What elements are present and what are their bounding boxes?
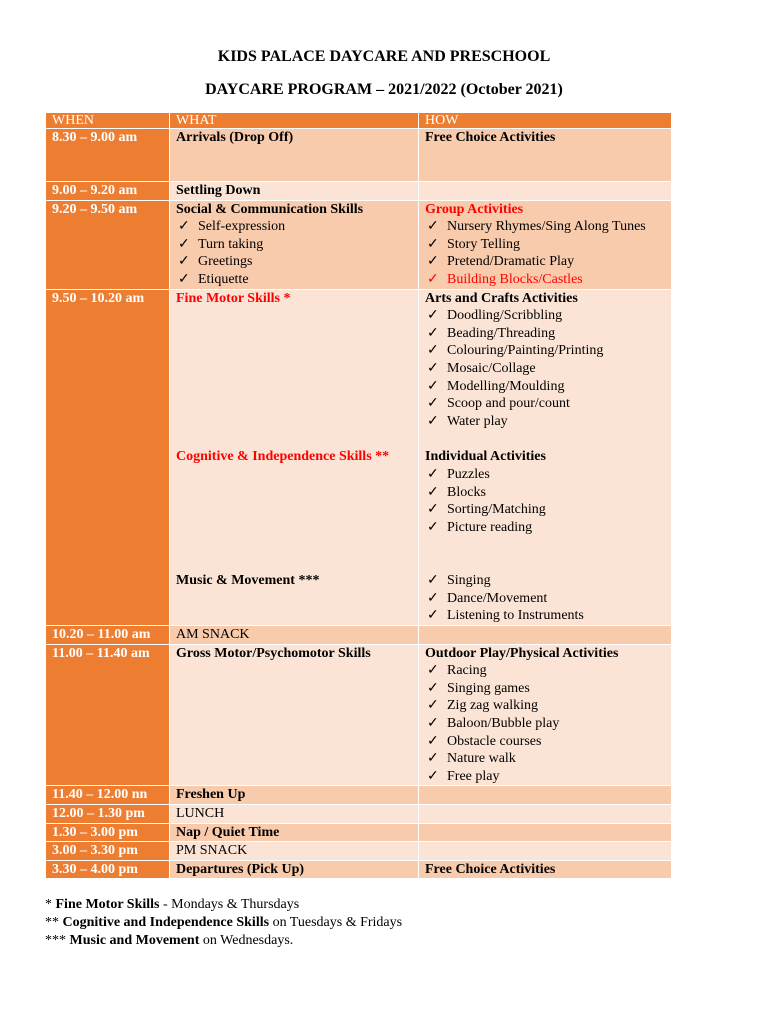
table-row bbox=[46, 842, 672, 861]
activity-heading: Social & Communication Skills bbox=[176, 201, 364, 217]
time-cell: 3.30 – 4.00 pm bbox=[46, 860, 170, 879]
list-item: ✓ Free play bbox=[427, 768, 500, 784]
list-item: ✓ Puzzles bbox=[427, 466, 490, 482]
list-item: ✓ Colouring/Painting/Printing bbox=[427, 343, 604, 359]
time-cell: 8.30 – 9.00 am bbox=[46, 129, 170, 182]
method-cell: Free Choice Activities bbox=[419, 860, 672, 879]
check-icon: ✓ bbox=[427, 466, 439, 482]
check-icon: ✓ bbox=[427, 271, 439, 287]
check-icon: ✓ bbox=[178, 236, 190, 252]
table-header-row bbox=[46, 113, 672, 129]
table-row bbox=[46, 129, 672, 182]
activity-list bbox=[425, 307, 665, 430]
list-item: ✓ Nature walk bbox=[427, 751, 516, 767]
table-row bbox=[46, 860, 672, 879]
method-cell bbox=[419, 200, 672, 289]
check-icon: ✓ bbox=[427, 573, 439, 589]
method-heading: Group Activities bbox=[425, 201, 524, 217]
time-cell: 10.20 – 11.00 am bbox=[46, 626, 170, 645]
list-item: ✓ Modelling/Moulding bbox=[427, 378, 565, 394]
table-row bbox=[46, 289, 672, 626]
check-icon: ✓ bbox=[427, 308, 439, 324]
time-cell: 12.00 – 1.30 pm bbox=[46, 805, 170, 824]
activity-list bbox=[425, 662, 665, 785]
list-item: ✓ Sorting/Matching bbox=[427, 502, 546, 518]
list-item: ✓ Racing bbox=[427, 663, 487, 679]
list-item: ✓ Turn taking bbox=[178, 236, 264, 252]
table-row bbox=[46, 626, 672, 645]
method-cell: Free Choice Activities bbox=[419, 129, 672, 182]
list-item: ✓ Building Blocks/Castles bbox=[427, 271, 583, 287]
schedule-table bbox=[45, 112, 672, 879]
table-row bbox=[46, 786, 672, 805]
activity-cell: AM SNACK bbox=[170, 626, 419, 645]
check-icon: ✓ bbox=[427, 502, 439, 518]
check-icon: ✓ bbox=[427, 413, 439, 429]
method-cell bbox=[419, 842, 672, 861]
list-item: ✓ Baloon/Bubble play bbox=[427, 716, 560, 732]
list-item: ✓ Obstacle courses bbox=[427, 733, 542, 749]
check-icon: ✓ bbox=[427, 254, 439, 270]
list-item: ✓ Singing games bbox=[427, 680, 530, 696]
method-heading: Individual Activities bbox=[425, 449, 546, 465]
footnote: ** Cognitive and Independence Skills on Tuesdays & Fridays bbox=[45, 915, 403, 930]
list-item: ✓ Nursery Rhymes/Sing Along Tunes bbox=[427, 219, 646, 235]
check-icon: ✓ bbox=[427, 378, 439, 394]
check-icon: ✓ bbox=[427, 360, 439, 376]
header-how: HOW bbox=[419, 113, 672, 129]
activity-cell: Departures (Pick Up) bbox=[170, 860, 419, 879]
check-icon: ✓ bbox=[427, 680, 439, 696]
header-what: WHAT bbox=[170, 113, 419, 129]
list-item: ✓ Pretend/Dramatic Play bbox=[427, 254, 575, 270]
method-cell bbox=[419, 644, 672, 786]
list-item: ✓ Picture reading bbox=[427, 519, 533, 535]
method-heading: Outdoor Play/Physical Activities bbox=[425, 645, 619, 661]
activity-cell: Nap / Quiet Time bbox=[170, 823, 419, 842]
list-item: ✓ Beading/Threading bbox=[427, 325, 556, 341]
time-cell: 3.00 – 3.30 pm bbox=[46, 842, 170, 861]
time-cell: 9.20 – 9.50 am bbox=[46, 200, 170, 289]
activity-cell: Gross Motor/Psychomotor Skills bbox=[170, 644, 419, 786]
skill-list bbox=[176, 218, 412, 288]
activity-cell bbox=[170, 200, 419, 289]
activity-list bbox=[425, 218, 665, 288]
activity-list bbox=[425, 572, 665, 625]
check-icon: ✓ bbox=[178, 254, 190, 270]
method-cell bbox=[419, 182, 672, 201]
method-cell bbox=[419, 786, 672, 805]
check-icon: ✓ bbox=[427, 590, 439, 606]
check-icon: ✓ bbox=[427, 608, 439, 624]
check-icon: ✓ bbox=[427, 663, 439, 679]
activity-cell: PM SNACK bbox=[170, 842, 419, 861]
method-cell bbox=[419, 823, 672, 842]
check-icon: ✓ bbox=[427, 733, 439, 749]
table-row bbox=[46, 823, 672, 842]
check-icon: ✓ bbox=[427, 519, 439, 535]
method-cell bbox=[419, 626, 672, 645]
check-icon: ✓ bbox=[178, 271, 190, 287]
check-icon: ✓ bbox=[427, 751, 439, 767]
table-row bbox=[46, 805, 672, 824]
header-when: WHEN bbox=[46, 113, 170, 129]
check-icon: ✓ bbox=[427, 716, 439, 732]
check-icon: ✓ bbox=[427, 219, 439, 235]
method-heading: Arts and Crafts Activities bbox=[425, 290, 578, 306]
list-item: ✓ Greetings bbox=[178, 254, 253, 270]
list-item: ✓ Dance/Movement bbox=[427, 590, 548, 606]
check-icon: ✓ bbox=[427, 325, 439, 341]
activity-heading: Music & Movement *** bbox=[176, 572, 320, 588]
activity-list bbox=[425, 466, 665, 536]
check-icon: ✓ bbox=[427, 768, 439, 784]
activity-cell bbox=[170, 289, 419, 626]
check-icon: ✓ bbox=[427, 343, 439, 359]
list-item: ✓ Self-expression bbox=[178, 219, 286, 235]
activity-cell: LUNCH bbox=[170, 805, 419, 824]
table-row bbox=[46, 200, 672, 289]
list-item: ✓ Etiquette bbox=[178, 271, 249, 287]
list-item: ✓ Water play bbox=[427, 413, 508, 429]
check-icon: ✓ bbox=[427, 396, 439, 412]
time-cell: 9.00 – 9.20 am bbox=[46, 182, 170, 201]
check-icon: ✓ bbox=[427, 236, 439, 252]
document-title: KIDS PALACE DAYCARE AND PRESCHOOL bbox=[217, 48, 551, 65]
activity-cell: Settling Down bbox=[170, 182, 419, 201]
activity-heading: Fine Motor Skills * bbox=[176, 290, 291, 306]
list-item: ✓ Singing bbox=[427, 573, 491, 589]
check-icon: ✓ bbox=[427, 484, 439, 500]
footnote: * Fine Motor Skills - Mondays & Thursdays bbox=[45, 897, 300, 912]
check-icon: ✓ bbox=[178, 219, 190, 235]
list-item: ✓ Blocks bbox=[427, 484, 486, 500]
check-icon: ✓ bbox=[427, 698, 439, 714]
document-subtitle: DAYCARE PROGRAM – 2021/2022 (October 2021) bbox=[205, 81, 563, 98]
activity-cell: Arrivals (Drop Off) bbox=[170, 129, 419, 182]
list-item: ✓ Story Telling bbox=[427, 236, 521, 252]
list-item: ✓ Zig zag walking bbox=[427, 698, 538, 714]
table-row bbox=[46, 182, 672, 201]
list-item: ✓ Listening to Instruments bbox=[427, 608, 584, 624]
footnote: *** Music and Movement on Wednesdays. bbox=[45, 933, 294, 948]
list-item: ✓ Mosaic/Collage bbox=[427, 360, 536, 376]
activity-heading: Cognitive & Independence Skills ** bbox=[176, 449, 390, 465]
method-cell bbox=[419, 289, 672, 626]
list-item: ✓ Doodling/Scribbling bbox=[427, 308, 563, 324]
time-cell: 11.40 – 12.00 nn bbox=[46, 786, 170, 805]
table-row bbox=[46, 644, 672, 786]
time-cell: 9.50 – 10.20 am bbox=[46, 289, 170, 626]
list-item: ✓ Scoop and pour/count bbox=[427, 396, 570, 412]
time-cell: 11.00 – 11.40 am bbox=[46, 644, 170, 786]
time-cell: 1.30 – 3.00 pm bbox=[46, 823, 170, 842]
activity-cell: Freshen Up bbox=[170, 786, 419, 805]
method-cell bbox=[419, 805, 672, 824]
